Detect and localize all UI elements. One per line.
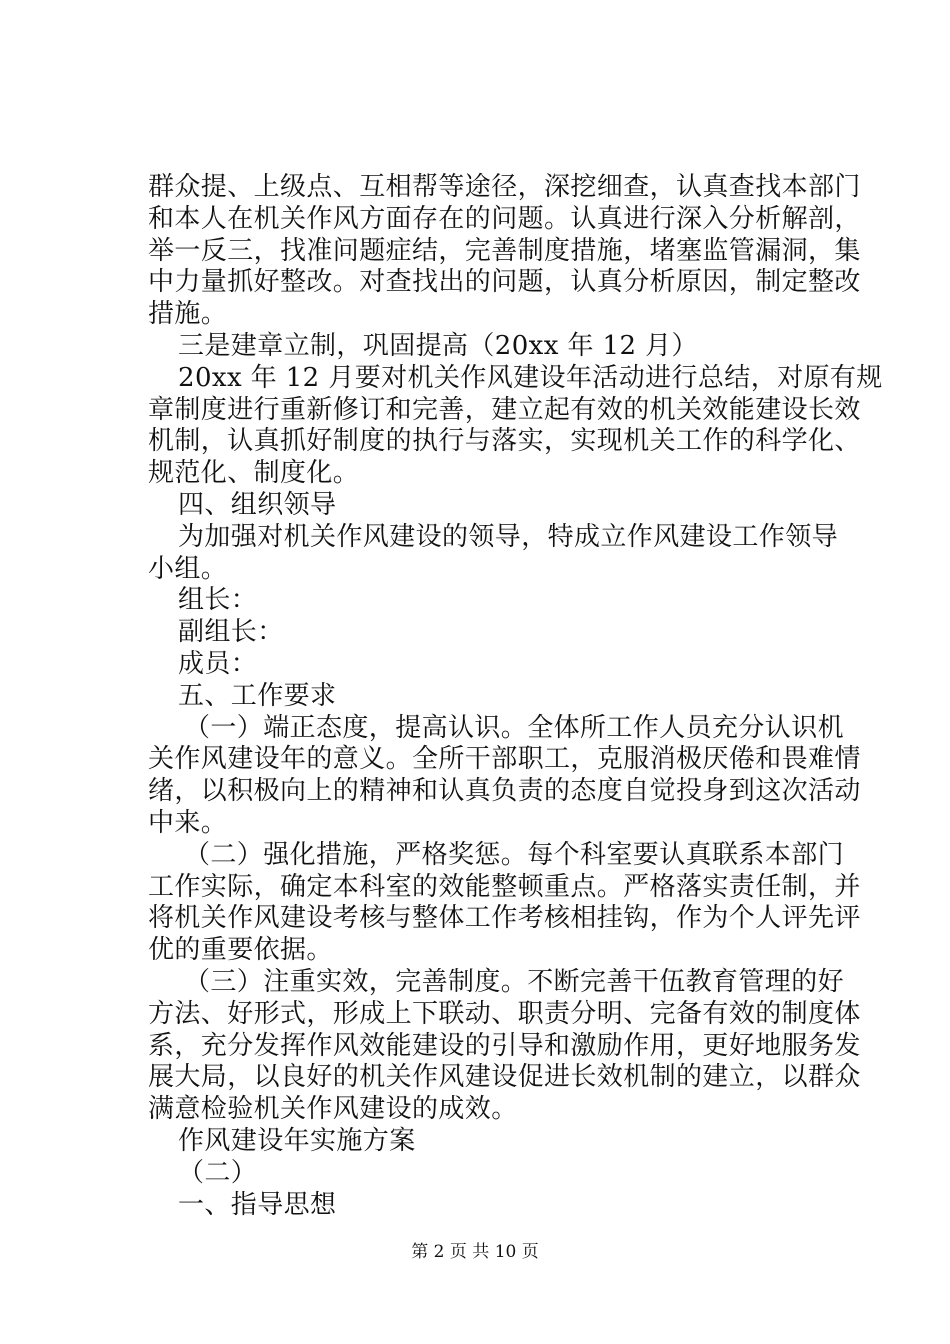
text-line: （三）注重实效，完善制度。不断完善干伍教育管理的好 — [184, 966, 845, 997]
text-line: 20xx 年 12 月要对机关作风建设年活动进行总结，对原有规 — [178, 362, 883, 393]
text-line: 章制度进行重新修订和完善，建立起有效的机关效能建设长效 — [148, 394, 861, 425]
text-line: 规范化、制度化。 — [148, 458, 360, 489]
text-line: 一、指导思想 — [178, 1189, 337, 1220]
text-line: 优的重要依据。 — [148, 935, 333, 966]
text-line: 成员： — [178, 648, 258, 679]
text-line: （二） — [178, 1157, 258, 1188]
text-line: 方法、好形式，形成上下联动、职责分明、完备有效的制度体 — [148, 998, 861, 1029]
text-line: 关作风建设年的意义。全所干部职工，克服消极厌倦和畏难情 — [148, 744, 861, 775]
text-line: 举一反三，找准问题症结，完善制度措施，堵塞监管漏洞，集 — [148, 235, 861, 266]
text-line: 满意检验机关作风建设的成效。 — [148, 1094, 518, 1125]
text-line: 展大局，以良好的机关作风建设促进长效机制的建立，以群众 — [148, 1062, 861, 1093]
text-line: 绪，以积极向上的精神和认真负责的态度自觉投身到这次活动 — [148, 776, 861, 807]
text-line: 组长： — [178, 585, 258, 616]
text-line: 措施。 — [148, 299, 228, 330]
text-line: 和本人在机关作风方面存在的问题。认真进行深入分析解剖， — [148, 203, 861, 234]
text-line: 作风建设年实施方案 — [178, 1125, 416, 1156]
document-body — [148, 172, 883, 1221]
text-line: 为加强对机关作风建设的领导，特成立作风建设工作领导 — [178, 521, 839, 552]
text-line: 系，充分发挥作风效能建设的引导和激励作用，更好地服务发 — [148, 1030, 861, 1061]
text-line: （二）强化措施，严格奖惩。每个科室要认真联系本部门 — [184, 839, 845, 870]
text-line: 四、组织领导 — [178, 489, 337, 520]
text-line: 副组长： — [178, 617, 284, 648]
text-line: 中来。 — [148, 807, 228, 838]
text-line: 五、工作要求 — [178, 680, 337, 711]
page-footer: 第 2 页 共 10 页 — [411, 1242, 539, 1262]
text-line: 中力量抓好整改。对查找出的问题，认真分析原因，制定整改 — [148, 267, 861, 298]
text-line: （一）端正态度，提高认识。全体所工作人员充分认识机 — [184, 712, 845, 743]
text-line: 机制，认真抓好制度的执行与落实，实现机关工作的科学化、 — [148, 426, 861, 457]
text-line: 三是建章立制，巩固提高（20xx 年 12 月） — [178, 330, 698, 361]
text-line: 群众提、上级点、互相帮等途径，深挖细查，认真查找本部门 — [148, 172, 861, 202]
text-line: 将机关作风建设考核与整体工作考核相挂钩，作为个人评先评 — [148, 903, 861, 934]
text-line: 工作实际，确定本科室的效能整顿重点。严格落实责任制，并 — [148, 871, 861, 902]
text-line: 小组。 — [148, 553, 228, 584]
